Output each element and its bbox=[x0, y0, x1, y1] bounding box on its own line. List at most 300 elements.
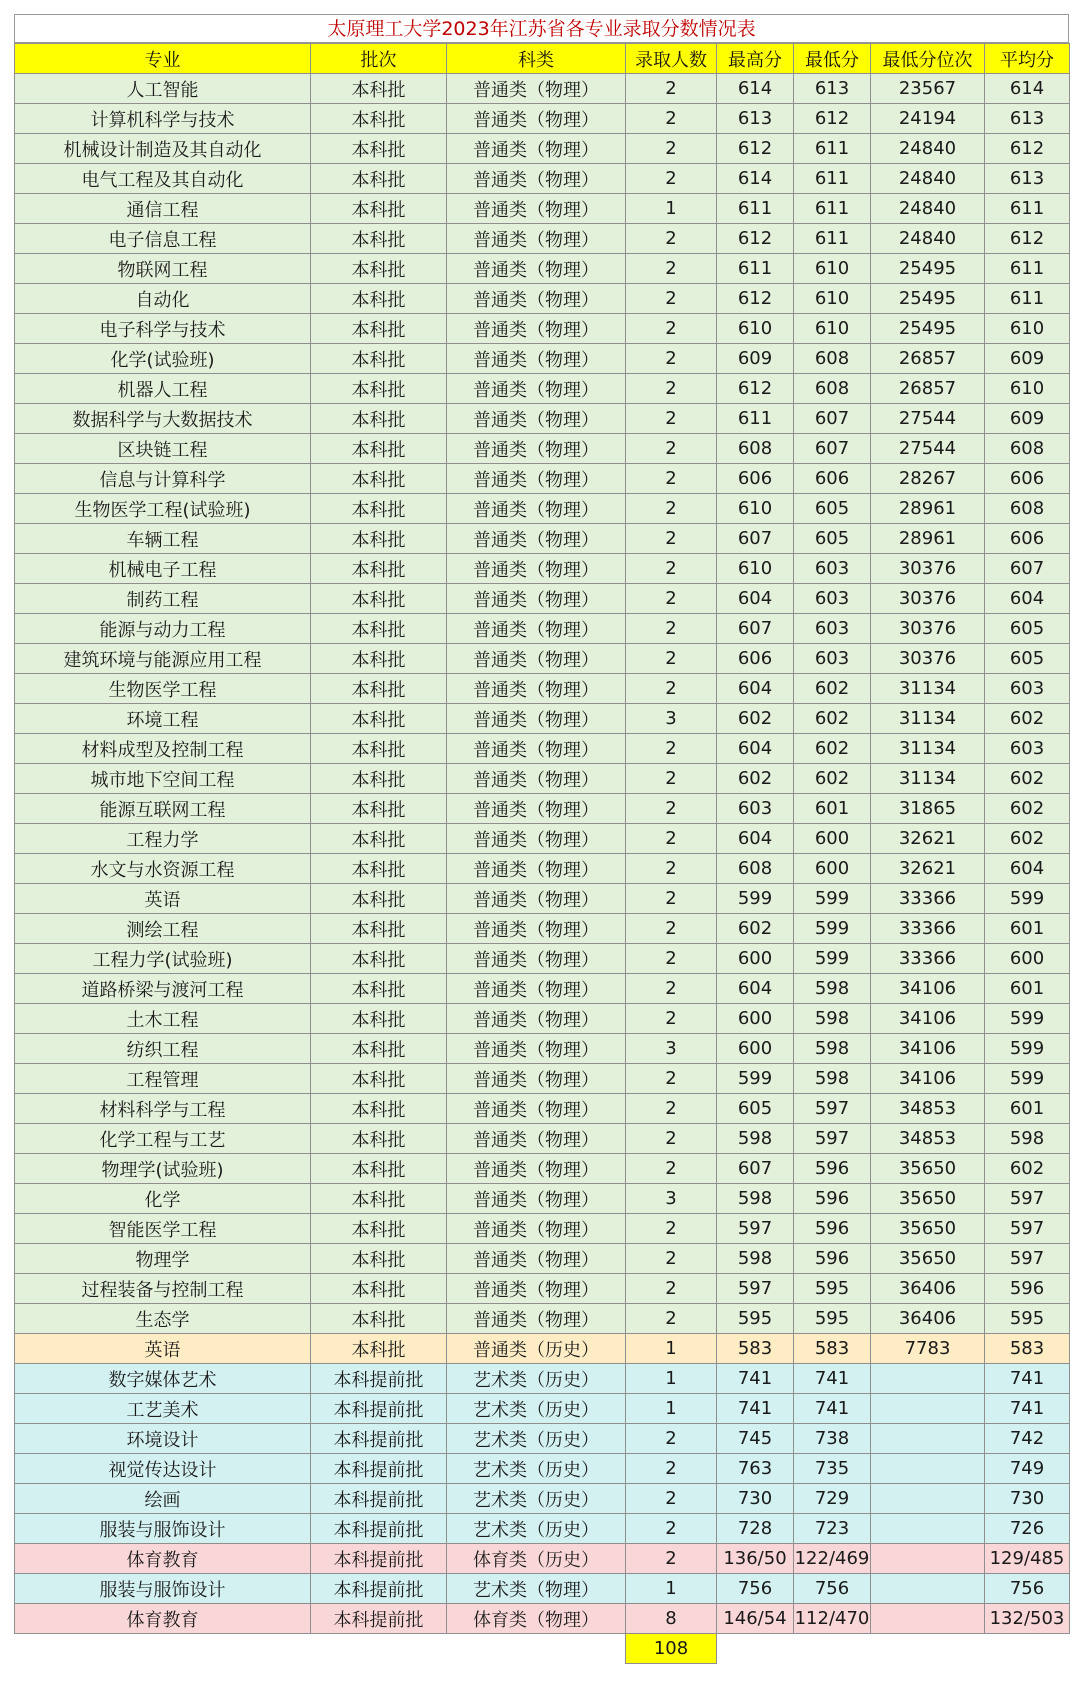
cell-batch: 本科批 bbox=[311, 674, 447, 704]
cell-min: 598 bbox=[794, 974, 871, 1004]
cell-major: 生物医学工程 bbox=[15, 674, 311, 704]
cell-count: 2 bbox=[626, 404, 717, 434]
table-row bbox=[15, 344, 1070, 374]
cell-batch: 本科批 bbox=[311, 584, 447, 614]
cell-category: 普通类（物理） bbox=[447, 494, 626, 524]
cell-min-rank: 35650 bbox=[871, 1214, 985, 1244]
cell-batch: 本科提前批 bbox=[311, 1454, 447, 1484]
cell-major: 工艺美术 bbox=[15, 1394, 311, 1424]
cell-min-rank: 36406 bbox=[871, 1304, 985, 1334]
cell-max: 604 bbox=[717, 824, 794, 854]
cell-category: 普通类（物理） bbox=[447, 944, 626, 974]
cell-min-rank: 25495 bbox=[871, 314, 985, 344]
cell-min: 735 bbox=[794, 1454, 871, 1484]
cell-avg: 604 bbox=[985, 854, 1070, 884]
table-row bbox=[15, 764, 1070, 794]
cell-min: 603 bbox=[794, 554, 871, 584]
cell-batch: 本科批 bbox=[311, 854, 447, 884]
cell-count: 2 bbox=[626, 164, 717, 194]
table-row bbox=[15, 734, 1070, 764]
cell-max: 136/50 bbox=[717, 1544, 794, 1574]
cell-major: 机械设计制造及其自动化 bbox=[15, 134, 311, 164]
cell-min: 603 bbox=[794, 644, 871, 674]
cell-count: 1 bbox=[626, 194, 717, 224]
cell-min-rank: 34853 bbox=[871, 1094, 985, 1124]
cell-avg: 611 bbox=[985, 194, 1070, 224]
cell-min: 600 bbox=[794, 824, 871, 854]
cell-category: 普通类（物理） bbox=[447, 1034, 626, 1064]
cell-count: 2 bbox=[626, 854, 717, 884]
cell-max: 610 bbox=[717, 554, 794, 584]
cell-max: 611 bbox=[717, 254, 794, 284]
table-row bbox=[15, 1244, 1070, 1274]
table-row bbox=[15, 194, 1070, 224]
table-row bbox=[15, 434, 1070, 464]
cell-batch: 本科批 bbox=[311, 764, 447, 794]
cell-min-rank: 30376 bbox=[871, 614, 985, 644]
cell-avg: 603 bbox=[985, 674, 1070, 704]
total-spacer bbox=[447, 1634, 626, 1664]
cell-max: 606 bbox=[717, 464, 794, 494]
cell-count: 2 bbox=[626, 974, 717, 1004]
table-row bbox=[15, 1304, 1070, 1334]
cell-count: 2 bbox=[626, 254, 717, 284]
cell-major: 体育教育 bbox=[15, 1544, 311, 1574]
cell-avg: 597 bbox=[985, 1244, 1070, 1274]
cell-major: 人工智能 bbox=[15, 74, 311, 104]
table-row bbox=[15, 1424, 1070, 1454]
cell-min-rank: 35650 bbox=[871, 1154, 985, 1184]
cell-major: 环境设计 bbox=[15, 1424, 311, 1454]
cell-batch: 本科提前批 bbox=[311, 1484, 447, 1514]
cell-major: 通信工程 bbox=[15, 194, 311, 224]
cell-avg: 601 bbox=[985, 974, 1070, 1004]
cell-max: 730 bbox=[717, 1484, 794, 1514]
cell-max: 599 bbox=[717, 1064, 794, 1094]
cell-major: 信息与计算科学 bbox=[15, 464, 311, 494]
cell-batch: 本科提前批 bbox=[311, 1394, 447, 1424]
cell-avg: 613 bbox=[985, 164, 1070, 194]
cell-min: 583 bbox=[794, 1334, 871, 1364]
header-category: 科类 bbox=[447, 44, 626, 74]
cell-batch: 本科批 bbox=[311, 1124, 447, 1154]
cell-min: 612 bbox=[794, 104, 871, 134]
cell-batch: 本科批 bbox=[311, 524, 447, 554]
cell-major: 服装与服饰设计 bbox=[15, 1514, 311, 1544]
cell-avg: 129/485 bbox=[985, 1544, 1070, 1574]
cell-category: 艺术类（历史） bbox=[447, 1364, 626, 1394]
cell-batch: 本科批 bbox=[311, 404, 447, 434]
cell-count: 3 bbox=[626, 704, 717, 734]
cell-max: 604 bbox=[717, 674, 794, 704]
total-spacer bbox=[311, 1634, 447, 1664]
cell-min: 729 bbox=[794, 1484, 871, 1514]
header-row bbox=[15, 44, 1070, 74]
cell-category: 艺术类（历史） bbox=[447, 1454, 626, 1484]
cell-count: 2 bbox=[626, 914, 717, 944]
cell-batch: 本科提前批 bbox=[311, 1574, 447, 1604]
cell-min: 602 bbox=[794, 674, 871, 704]
cell-min-rank: 27544 bbox=[871, 404, 985, 434]
cell-avg: 603 bbox=[985, 734, 1070, 764]
cell-batch: 本科提前批 bbox=[311, 1544, 447, 1574]
cell-batch: 本科批 bbox=[311, 134, 447, 164]
cell-category: 普通类（物理） bbox=[447, 824, 626, 854]
cell-category: 普通类（物理） bbox=[447, 1154, 626, 1184]
cell-batch: 本科批 bbox=[311, 794, 447, 824]
cell-major: 生态学 bbox=[15, 1304, 311, 1334]
cell-count: 2 bbox=[626, 1214, 717, 1244]
cell-min-rank: 36406 bbox=[871, 1274, 985, 1304]
cell-major: 机器人工程 bbox=[15, 374, 311, 404]
cell-major: 英语 bbox=[15, 884, 311, 914]
cell-count: 1 bbox=[626, 1364, 717, 1394]
cell-avg: 611 bbox=[985, 254, 1070, 284]
cell-batch: 本科批 bbox=[311, 1034, 447, 1064]
cell-batch: 本科批 bbox=[311, 1184, 447, 1214]
cell-min: 602 bbox=[794, 704, 871, 734]
cell-min-rank: 24840 bbox=[871, 134, 985, 164]
cell-category: 普通类（物理） bbox=[447, 644, 626, 674]
cell-min: 610 bbox=[794, 314, 871, 344]
cell-count: 2 bbox=[626, 1424, 717, 1454]
cell-count: 1 bbox=[626, 1334, 717, 1364]
cell-count: 2 bbox=[626, 1274, 717, 1304]
cell-category: 普通类（物理） bbox=[447, 1004, 626, 1034]
cell-avg: 614 bbox=[985, 74, 1070, 104]
cell-min: 611 bbox=[794, 164, 871, 194]
cell-min: 608 bbox=[794, 344, 871, 374]
cell-category: 艺术类（历史） bbox=[447, 1514, 626, 1544]
cell-major: 自动化 bbox=[15, 284, 311, 314]
cell-avg: 730 bbox=[985, 1484, 1070, 1514]
table-row bbox=[15, 134, 1070, 164]
cell-max: 614 bbox=[717, 164, 794, 194]
cell-max: 604 bbox=[717, 584, 794, 614]
cell-min: 610 bbox=[794, 284, 871, 314]
cell-major: 数据科学与大数据技术 bbox=[15, 404, 311, 434]
cell-count: 2 bbox=[626, 584, 717, 614]
table-title: 太原理工大学2023年江苏省各专业录取分数情况表 bbox=[14, 14, 1069, 43]
cell-max: 146/54 bbox=[717, 1604, 794, 1634]
cell-count: 2 bbox=[626, 1094, 717, 1124]
cell-max: 610 bbox=[717, 494, 794, 524]
cell-category: 普通类（物理） bbox=[447, 284, 626, 314]
cell-major: 物联网工程 bbox=[15, 254, 311, 284]
cell-min-rank: 31134 bbox=[871, 674, 985, 704]
cell-major: 土木工程 bbox=[15, 1004, 311, 1034]
cell-min: 596 bbox=[794, 1184, 871, 1214]
cell-min: 112/470 bbox=[794, 1604, 871, 1634]
cell-category: 普通类（物理） bbox=[447, 884, 626, 914]
cell-min-rank bbox=[871, 1484, 985, 1514]
cell-count: 2 bbox=[626, 1154, 717, 1184]
cell-avg: 132/503 bbox=[985, 1604, 1070, 1634]
cell-batch: 本科批 bbox=[311, 164, 447, 194]
table-row bbox=[15, 284, 1070, 314]
cell-min: 122/469 bbox=[794, 1544, 871, 1574]
cell-major: 计算机科学与技术 bbox=[15, 104, 311, 134]
cell-max: 741 bbox=[717, 1394, 794, 1424]
cell-category: 普通类（物理） bbox=[447, 344, 626, 374]
cell-count: 2 bbox=[626, 344, 717, 374]
cell-major: 电子信息工程 bbox=[15, 224, 311, 254]
cell-category: 普通类（物理） bbox=[447, 554, 626, 584]
table-row bbox=[15, 1394, 1070, 1424]
cell-max: 595 bbox=[717, 1304, 794, 1334]
cell-major: 建筑环境与能源应用工程 bbox=[15, 644, 311, 674]
cell-max: 600 bbox=[717, 1004, 794, 1034]
total-spacer bbox=[15, 1634, 311, 1664]
cell-max: 745 bbox=[717, 1424, 794, 1454]
total-row bbox=[15, 1634, 1070, 1664]
cell-major: 能源与动力工程 bbox=[15, 614, 311, 644]
cell-min-rank: 24840 bbox=[871, 164, 985, 194]
cell-min: 607 bbox=[794, 404, 871, 434]
cell-avg: 606 bbox=[985, 464, 1070, 494]
cell-max: 612 bbox=[717, 134, 794, 164]
cell-major: 电气工程及其自动化 bbox=[15, 164, 311, 194]
cell-count: 2 bbox=[626, 524, 717, 554]
cell-min-rank: 31865 bbox=[871, 794, 985, 824]
table-row bbox=[15, 884, 1070, 914]
header-min: 最低分 bbox=[794, 44, 871, 74]
total-spacer bbox=[794, 1634, 871, 1664]
cell-count: 2 bbox=[626, 104, 717, 134]
cell-max: 599 bbox=[717, 884, 794, 914]
cell-min: 610 bbox=[794, 254, 871, 284]
cell-min: 599 bbox=[794, 944, 871, 974]
cell-category: 艺术类（历史） bbox=[447, 1424, 626, 1454]
cell-min-rank: 34106 bbox=[871, 1004, 985, 1034]
cell-max: 763 bbox=[717, 1454, 794, 1484]
cell-major: 化学(试验班) bbox=[15, 344, 311, 374]
cell-min-rank: 30376 bbox=[871, 644, 985, 674]
table-row bbox=[15, 1034, 1070, 1064]
cell-major: 城市地下空间工程 bbox=[15, 764, 311, 794]
cell-major: 化学 bbox=[15, 1184, 311, 1214]
cell-avg: 610 bbox=[985, 314, 1070, 344]
cell-min-rank bbox=[871, 1574, 985, 1604]
cell-max: 612 bbox=[717, 374, 794, 404]
cell-category: 普通类（物理） bbox=[447, 254, 626, 284]
cell-category: 艺术类（历史） bbox=[447, 1484, 626, 1514]
cell-min: 595 bbox=[794, 1274, 871, 1304]
cell-category: 体育类（物理） bbox=[447, 1604, 626, 1634]
cell-max: 608 bbox=[717, 854, 794, 884]
header-major: 专业 bbox=[15, 44, 311, 74]
cell-category: 普通类（物理） bbox=[447, 134, 626, 164]
cell-min-rank: 30376 bbox=[871, 584, 985, 614]
cell-avg: 602 bbox=[985, 764, 1070, 794]
cell-category: 普通类（物理） bbox=[447, 1184, 626, 1214]
cell-min-rank: 28961 bbox=[871, 524, 985, 554]
cell-batch: 本科批 bbox=[311, 914, 447, 944]
cell-min: 596 bbox=[794, 1154, 871, 1184]
cell-category: 普通类（物理） bbox=[447, 584, 626, 614]
cell-max: 614 bbox=[717, 74, 794, 104]
table-row bbox=[15, 254, 1070, 284]
cell-max: 741 bbox=[717, 1364, 794, 1394]
cell-batch: 本科批 bbox=[311, 1004, 447, 1034]
cell-major: 生物医学工程(试验班) bbox=[15, 494, 311, 524]
cell-max: 603 bbox=[717, 794, 794, 824]
cell-category: 普通类（物理） bbox=[447, 404, 626, 434]
cell-min-rank: 31134 bbox=[871, 764, 985, 794]
cell-max: 600 bbox=[717, 944, 794, 974]
cell-count: 2 bbox=[626, 464, 717, 494]
table-row bbox=[15, 524, 1070, 554]
cell-max: 605 bbox=[717, 1094, 794, 1124]
cell-major: 化学工程与工艺 bbox=[15, 1124, 311, 1154]
cell-max: 611 bbox=[717, 404, 794, 434]
cell-category: 普通类（物理） bbox=[447, 914, 626, 944]
cell-max: 613 bbox=[717, 104, 794, 134]
cell-min-rank: 7783 bbox=[871, 1334, 985, 1364]
cell-category: 普通类（历史） bbox=[447, 1334, 626, 1364]
cell-batch: 本科批 bbox=[311, 344, 447, 374]
table-row bbox=[15, 1514, 1070, 1544]
cell-avg: 608 bbox=[985, 494, 1070, 524]
table-row bbox=[15, 824, 1070, 854]
cell-avg: 609 bbox=[985, 404, 1070, 434]
cell-min-rank: 27544 bbox=[871, 434, 985, 464]
table-row bbox=[15, 584, 1070, 614]
cell-category: 普通类（物理） bbox=[447, 464, 626, 494]
cell-avg: 602 bbox=[985, 824, 1070, 854]
cell-avg: 611 bbox=[985, 284, 1070, 314]
cell-category: 普通类（物理） bbox=[447, 194, 626, 224]
cell-avg: 602 bbox=[985, 1154, 1070, 1184]
cell-avg: 600 bbox=[985, 944, 1070, 974]
cell-min: 738 bbox=[794, 1424, 871, 1454]
cell-major: 智能医学工程 bbox=[15, 1214, 311, 1244]
cell-avg: 608 bbox=[985, 434, 1070, 464]
cell-count: 2 bbox=[626, 644, 717, 674]
cell-count: 2 bbox=[626, 374, 717, 404]
cell-category: 普通类（物理） bbox=[447, 74, 626, 104]
cell-batch: 本科提前批 bbox=[311, 1514, 447, 1544]
cell-major: 体育教育 bbox=[15, 1604, 311, 1634]
cell-batch: 本科批 bbox=[311, 1334, 447, 1364]
cell-min-rank: 33366 bbox=[871, 944, 985, 974]
cell-category: 普通类（物理） bbox=[447, 854, 626, 884]
cell-min: 756 bbox=[794, 1574, 871, 1604]
table-row bbox=[15, 1004, 1070, 1034]
cell-min-rank bbox=[871, 1364, 985, 1394]
cell-min: 599 bbox=[794, 914, 871, 944]
cell-count: 2 bbox=[626, 134, 717, 164]
cell-avg: 742 bbox=[985, 1424, 1070, 1454]
cell-category: 普通类（物理） bbox=[447, 434, 626, 464]
cell-avg: 613 bbox=[985, 104, 1070, 134]
cell-min: 602 bbox=[794, 734, 871, 764]
cell-avg: 741 bbox=[985, 1394, 1070, 1424]
table-row bbox=[15, 674, 1070, 704]
cell-major: 工程管理 bbox=[15, 1064, 311, 1094]
cell-category: 艺术类（物理） bbox=[447, 1574, 626, 1604]
cell-batch: 本科批 bbox=[311, 374, 447, 404]
cell-category: 普通类（物理） bbox=[447, 794, 626, 824]
cell-category: 艺术类（历史） bbox=[447, 1394, 626, 1424]
cell-batch: 本科批 bbox=[311, 464, 447, 494]
cell-avg: 609 bbox=[985, 344, 1070, 374]
cell-batch: 本科提前批 bbox=[311, 1424, 447, 1454]
table-row bbox=[15, 1454, 1070, 1484]
cell-min: 606 bbox=[794, 464, 871, 494]
table-row bbox=[15, 164, 1070, 194]
cell-avg: 602 bbox=[985, 704, 1070, 734]
cell-major: 物理学(试验班) bbox=[15, 1154, 311, 1184]
cell-min: 605 bbox=[794, 494, 871, 524]
table-row bbox=[15, 104, 1070, 134]
cell-category: 普通类（物理） bbox=[447, 374, 626, 404]
cell-count: 2 bbox=[626, 764, 717, 794]
cell-min-rank: 26857 bbox=[871, 374, 985, 404]
cell-min: 607 bbox=[794, 434, 871, 464]
cell-batch: 本科批 bbox=[311, 1214, 447, 1244]
cell-batch: 本科批 bbox=[311, 1064, 447, 1094]
cell-count: 1 bbox=[626, 1394, 717, 1424]
cell-min-rank: 25495 bbox=[871, 284, 985, 314]
cell-category: 普通类（物理） bbox=[447, 524, 626, 554]
cell-min: 595 bbox=[794, 1304, 871, 1334]
cell-min-rank bbox=[871, 1394, 985, 1424]
cell-avg: 597 bbox=[985, 1214, 1070, 1244]
cell-count: 2 bbox=[626, 614, 717, 644]
cell-category: 普通类（物理） bbox=[447, 314, 626, 344]
cell-major: 测绘工程 bbox=[15, 914, 311, 944]
cell-max: 612 bbox=[717, 224, 794, 254]
cell-category: 普通类（物理） bbox=[447, 1214, 626, 1244]
cell-avg: 599 bbox=[985, 1064, 1070, 1094]
cell-min: 603 bbox=[794, 584, 871, 614]
table-row bbox=[15, 1604, 1070, 1634]
cell-batch: 本科批 bbox=[311, 1094, 447, 1124]
cell-count: 2 bbox=[626, 1454, 717, 1484]
cell-count: 2 bbox=[626, 824, 717, 854]
cell-min-rank: 33366 bbox=[871, 914, 985, 944]
cell-major: 物理学 bbox=[15, 1244, 311, 1274]
cell-avg: 599 bbox=[985, 884, 1070, 914]
cell-avg: 607 bbox=[985, 554, 1070, 584]
table-row bbox=[15, 1094, 1070, 1124]
cell-category: 体育类（历史） bbox=[447, 1544, 626, 1574]
cell-min-rank bbox=[871, 1544, 985, 1574]
cell-major: 视觉传达设计 bbox=[15, 1454, 311, 1484]
cell-min-rank: 34106 bbox=[871, 974, 985, 1004]
cell-max: 611 bbox=[717, 194, 794, 224]
cell-category: 普通类（物理） bbox=[447, 974, 626, 1004]
total-count: 108 bbox=[626, 1634, 717, 1664]
cell-min-rank: 32621 bbox=[871, 824, 985, 854]
cell-min-rank: 34106 bbox=[871, 1034, 985, 1064]
cell-avg: 597 bbox=[985, 1184, 1070, 1214]
table-row bbox=[15, 1214, 1070, 1244]
cell-avg: 726 bbox=[985, 1514, 1070, 1544]
cell-count: 2 bbox=[626, 944, 717, 974]
cell-max: 610 bbox=[717, 314, 794, 344]
cell-avg: 599 bbox=[985, 1034, 1070, 1064]
cell-min-rank: 35650 bbox=[871, 1184, 985, 1214]
cell-max: 612 bbox=[717, 284, 794, 314]
cell-min: 599 bbox=[794, 884, 871, 914]
cell-batch: 本科批 bbox=[311, 1304, 447, 1334]
cell-category: 普通类（物理） bbox=[447, 704, 626, 734]
cell-avg: 605 bbox=[985, 644, 1070, 674]
table-row bbox=[15, 1184, 1070, 1214]
cell-max: 597 bbox=[717, 1214, 794, 1244]
